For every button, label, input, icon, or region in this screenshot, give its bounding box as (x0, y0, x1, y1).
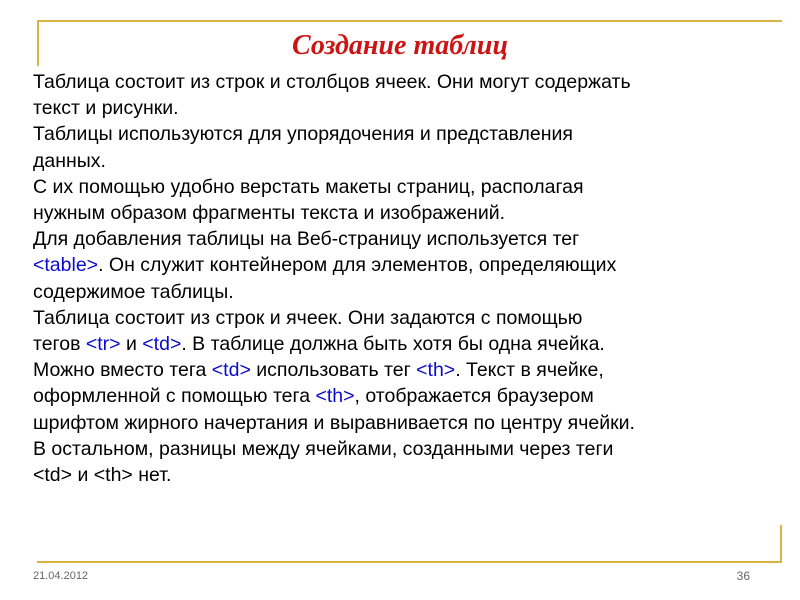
text-line: тегов <tr> и <td>. В таблице должна быть хотя бы одна ячейка. (33, 333, 605, 356)
frame-top-border (37, 20, 782, 22)
text-line: шрифтом жирного начертания и выравнивается по центру ячейки. (33, 411, 635, 434)
html-tag: <td> (142, 333, 182, 356)
text-line: содержимое таблицы. (33, 280, 234, 303)
text-line: Таблицы используются для упорядочения и представления (33, 123, 573, 146)
text-line: текст и рисунки. (33, 97, 179, 120)
text-line: В остальном, разницы между ячейками, созданными через теги (33, 437, 614, 460)
text-line: Таблица состоит из строк и столбцов ячеек. Они могут содержать (33, 71, 631, 93)
html-tag: <th> (416, 359, 456, 382)
slide-title: Создание таблиц (291, 30, 509, 61)
footer-date: 21.04.2012 (33, 570, 89, 582)
html-tag: <table> (33, 254, 99, 277)
text-line: Таблица состоит из строк и ячеек. Они задаются с помощью (33, 306, 583, 329)
html-tag: <th> (315, 385, 355, 408)
text-line: С их помощью удобно верстать макеты страниц, располагая (33, 175, 584, 198)
text-line: данных. (33, 149, 106, 172)
frame-right-border (780, 525, 782, 563)
text-line: <table>. Он служит контейнером для элементов, определяющих (33, 254, 617, 277)
frame-bottom-border (37, 561, 782, 563)
text-line: оформленной с помощью тега <th>, отображается браузером (33, 385, 594, 408)
text-line: Можно вместо тега <td> использовать тег <th>. Текст в ячейке, (33, 359, 604, 382)
text-line: нужным образом фрагменты текста и изображений. (33, 202, 506, 225)
slide-body (33, 69, 793, 488)
page-number: 36 (736, 569, 750, 583)
html-tag: <td> (211, 359, 251, 382)
text-line: Для добавления таблицы на Веб-страницу используется тег (33, 228, 580, 251)
text-line: <td> и <th> нет. (33, 464, 172, 487)
html-tag: <tr> (85, 333, 121, 356)
